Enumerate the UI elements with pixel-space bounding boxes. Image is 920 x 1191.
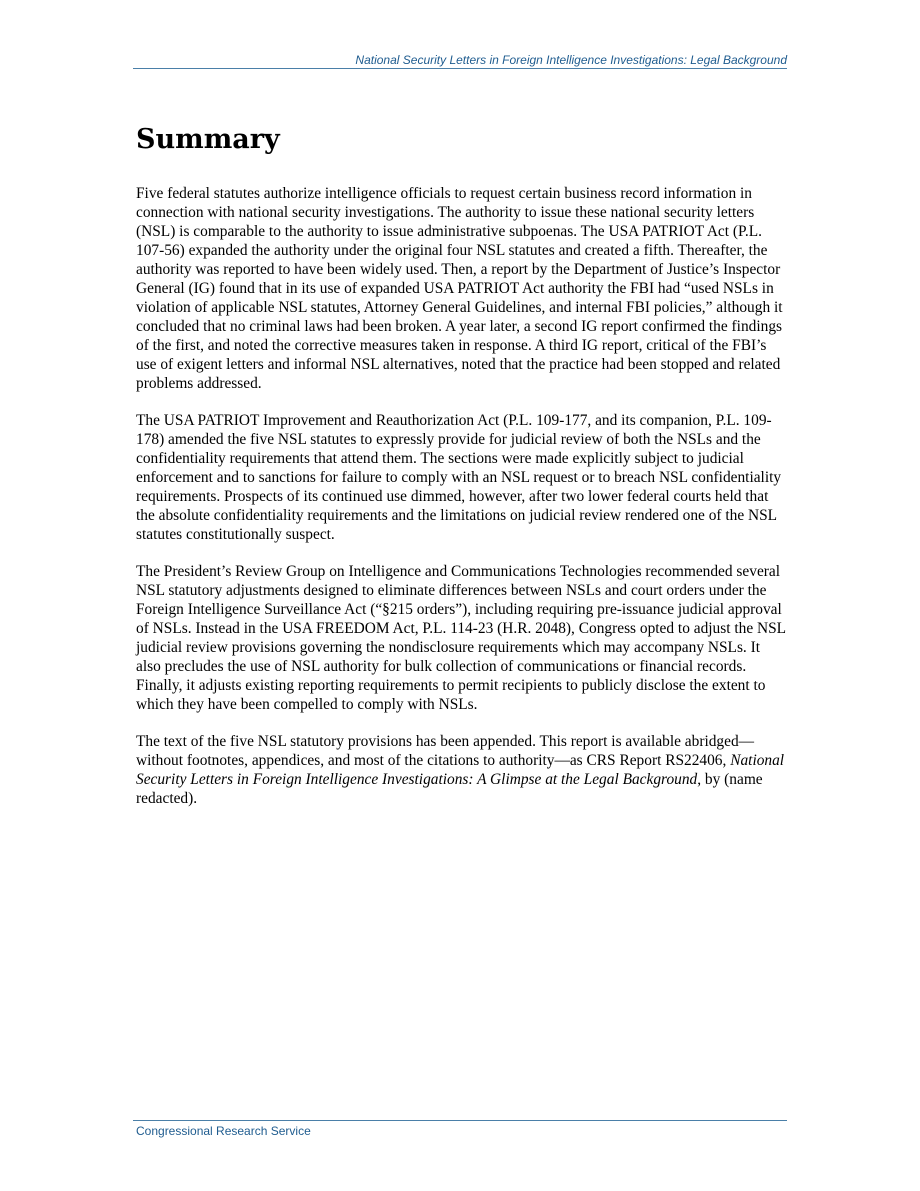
summary-paragraph-2: The USA PATRIOT Improvement and Reauthorization Act (P.L. 109-177, and its companion, P.L. 109-178) amended the five NSL statutes to expressly provide for judicial review of both the NSLs and the confidentiality requirements that attend them. The sections were made explicitly subject to judicial enforcement and to sanctions for failure to comply with an NSL request or to breach NSL confidentiality requirements. Prospects of its continued use dimmed, however, after two lower federal courts held that the absolute confidentiality requirements and the limitations on judicial review rendered one of the NSL statutes constitutionally suspect. xyxy=(136,412,782,543)
cited-report-title: National Security Letters in Foreign Intelligence Investigations: A Glimpse at the Legal Background xyxy=(136,752,785,788)
running-header xyxy=(133,52,787,69)
page-title: Summary xyxy=(136,124,280,155)
summary-paragraph-4 xyxy=(136,732,788,808)
summary-paragraph-1: Five federal statutes authorize intelligence officials to request certain business record information in connection with national security investigations. The authority to issue these national security letters (NSL) is comparable to the authority to issue administrative subpoenas. The USA PATRIOT Act (P.L. 107-56) expanded the authority under the original four NSL statutes and created a fifth. Thereafter, the authority was reported to have been widely used. Then, a report by the Department of Justice’s Inspector General (IG) found that in its use of expanded USA PATRIOT Act authority the FBI had “used NSLs in violation of applicable NSL statutes, Attorney General Guidelines, and internal FBI policies,” although it concluded that no criminal laws had been broken. A year later, a second IG report confirmed the findings of the first, and noted the corrective measures taken in response. A third IG report, critical of the FBI’s use of exigent letters and informal NSL alternatives, noted that the practice had been stopped and related problems addressed. xyxy=(136,185,783,392)
footer-organization: Congressional Research Service xyxy=(136,1124,311,1138)
paragraph-4-tail: , by (name redacted). xyxy=(136,771,763,807)
running-header-title: National Security Letters in Foreign Intelligence Investigations: Legal Background xyxy=(355,53,787,67)
page-content xyxy=(136,120,788,826)
paragraph-4-lead: The text of the five NSL statutory provisions has been appended. This report is available abridged—without footnotes, appendices, and most of the citations to authority—as CRS Report RS22406, xyxy=(136,733,755,769)
summary-paragraph-3: The President’s Review Group on Intelligence and Communications Technologies recommended several NSL statutory adjustments designed to eliminate differences between NSLs and court orders under the Foreign Intelligence Surveillance Act (“§215 orders”), including requiring pre-issuance judicial approval of NSLs. Instead in the USA FREEDOM Act, P.L. 114-23 (H.R. 2048), Congress opted to adjust the NSL judicial review provisions governing the nondisclosure requirements which may accompany NSLs. It also precludes the use of NSL authority for bulk collection of communications or financial records. Finally, it adjusts existing reporting requirements to permit recipients to publicly disclose the extent to which they have been compelled to comply with NSLs. xyxy=(136,563,786,713)
page-footer xyxy=(133,1120,787,1139)
